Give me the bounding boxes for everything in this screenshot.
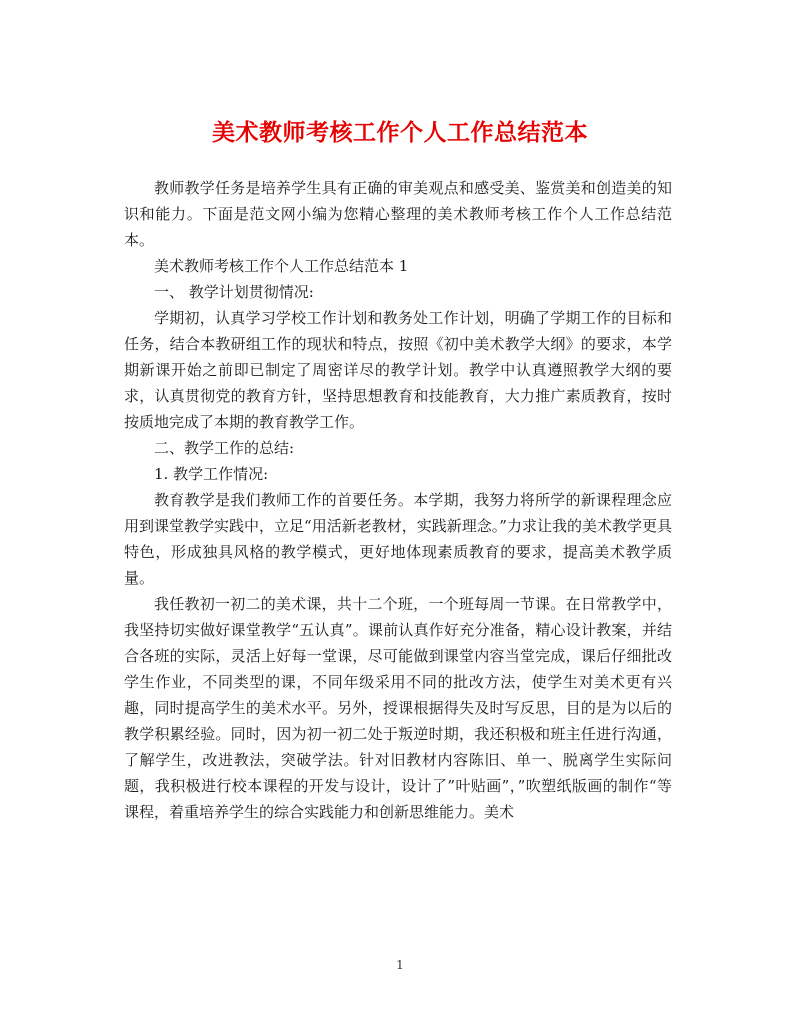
- document-title: 美术教师考核工作个人工作总结范本: [212, 119, 588, 147]
- heading-plan: 一、 教学计划贯彻情况:: [154, 283, 314, 301]
- heading-teaching-situation: 1. 教学工作情况:: [154, 465, 269, 483]
- document-body: [124, 175, 672, 825]
- plan-paragraph: 学期初，认真学习学校工作计划和教务处工作计划，明确了学期工作的目标和任务，结合本教研组工作的现状和特点，按照《初中美术教学大纲》的要求，本学期新课开始之前即已制定了周密详尽的教学计划。教学中认真遵照教学大纲的要求，认真贯彻党的教育方针，坚持思想教育和技能教育，大力推广素质教育，按时按质地完成了本期的教育教学工作。: [124, 309, 672, 431]
- classes-paragraph: 我任教初一初二的美术课，共十二个班，一个班每周一节课。在日常教学中，我坚持切实做好课堂教学“五认真”。课前认真作好充分准备，精心设计教案，并结合各班的实际，灵活上好每一堂课，尽可能做到课堂内容当堂完成，课后仔细批改学生作业，不同类型的课，不同年级采用不同的批改方法，使学生对美术更有兴趣，同时提高学生的美术水平。另外，授课根据得失及时写反思，目的是为以后的教学积累经验。同时，因为初一初二处于叛逆时期，我还积极和班主任进行沟通，了解学生，改进教法，突破学法。针对旧教材内容陈旧、单一、脱离学生实际问题，我积极进行校本课程的开发与设计，设计了”叶贴画”，”吹塑纸版画的制作“等课程，着重培养学生的综合实践能力和创新思维能力。美术: [124, 595, 672, 821]
- teaching-paragraph: 教育教学是我们教师工作的首要任务。本学期，我努力将所学的新课程理念应用到课堂教学实践中，立足“用活新老教材，实践新理念。”力求让我的美术教学更具特色，形成独具风格的教学模式，更好地体现素质教育的要求，提高美术教学质量。: [124, 491, 672, 587]
- intro-paragraph: 教师教学任务是培养学生具有正确的审美观点和感受美、鉴赏美和创造美的知识和能力。下面是范文网小编为您精心整理的美术教师考核工作个人工作总结范本。: [124, 179, 672, 249]
- heading-summary: 二、教学工作的总结:: [154, 439, 295, 457]
- page-number: 1: [396, 958, 404, 972]
- section-title: 美术教师考核工作个人工作总结范本 1: [154, 257, 409, 275]
